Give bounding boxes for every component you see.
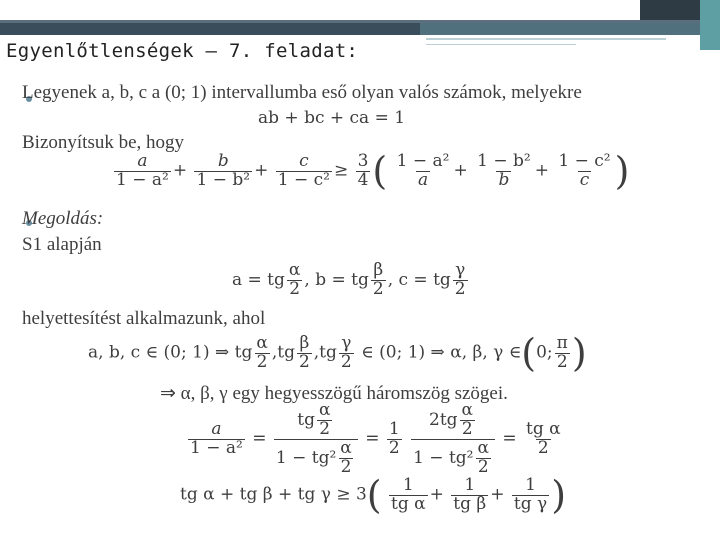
slide-title: Egyenlőtlenségek – 7. feladat:: [6, 40, 359, 62]
decor-stripe-accent: [420, 23, 720, 35]
angle-condition: a, b, c ∈ (0; 1) ⇒ tg $\frac{\alpha}{2}$ ,tg $\frac{\beta}{2}$ ,tg $\frac{\gamma}{2}$ ∈ (0; 1) ⇒ α, β, γ ∈(0; $\frac{\pi}{2}$ ): [88, 331, 587, 375]
solution-line-s1: S1 alapján: [22, 234, 102, 255]
decor-teal-block: [700, 0, 720, 50]
title-rule: [426, 38, 666, 40]
substitution-explanation: helyettesítést alkalmazunk, ahol: [22, 308, 266, 329]
problem-condition: ab + bc + ca = 1: [258, 108, 406, 128]
tangent-identity: $\frac{a}{\text{1 − a²}}$ = tg $\frac{\alpha}{2}$ 1 − tg² $\frac{\alpha}{2}$ = $\frac{1}{2}$ 2tg $\frac{\alpha}{2}$ 1 − tg² $\frac{\alpha}{2}$ = $\frac{\text{tg α}}{2}$: [190, 400, 561, 477]
problem-line-1: Legyenek a, b, c a (0; 1) intervallumba eső olyan valós számok, melyekre: [22, 82, 582, 103]
top-band: [0, 0, 720, 22]
final-inequality: tg α + tg β + tg γ ≥ 3( $\frac{1}{\text{tg α}}$ + $\frac{1}{\text{tg β}}$ + $\frac{1}{\text{tg γ}}$ ): [180, 473, 567, 517]
title-rule-short: [426, 44, 576, 45]
substitution: a = tg $\frac{\alpha}{2}$ , b = tg $\frac{\beta}{2}$ , c = tg $\frac{\gamma}{2}$: [232, 260, 466, 299]
problem-line-prove: Bizonyítsuk be, hogy: [22, 132, 185, 153]
solution-heading: Megoldás:: [22, 208, 104, 229]
decor-dark-block: [640, 0, 700, 20]
inequality-main: $\frac{a}{\text{1 − a²}}$ + $\frac{b}{\text{1 − b²}}$ + $\frac{c}{\text{1 − c²}}$ ≥ $\frac{3}{4}$ ( $\frac{\text{1 − a²}}{a}$ + $\frac{\text{1 − b²}}{b}$ + $\frac{\text{1 − c²}}{c}$ ): [116, 149, 630, 193]
acute-triangle-line: ⇒ α, β, γ egy hegyesszögű háromszög szögei.: [160, 383, 508, 404]
